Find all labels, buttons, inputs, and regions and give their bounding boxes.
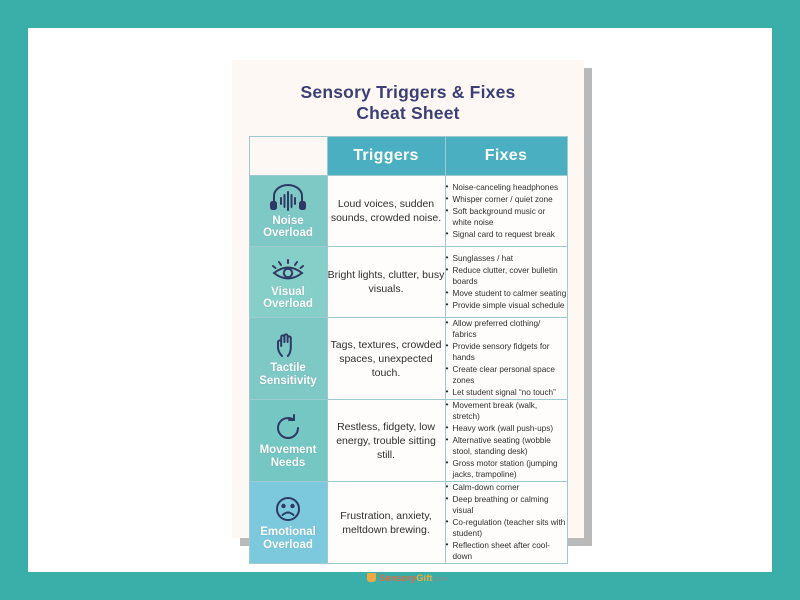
frame-border-right <box>772 0 800 600</box>
category-label: Tactile Sensitivity <box>259 362 317 387</box>
brand-logo <box>248 572 568 583</box>
category-label: Movement Needs <box>259 444 317 469</box>
table-row <box>249 318 567 400</box>
trigger-cell: Loud voices, sudden sounds, crowded noise. <box>327 176 445 247</box>
category-cell-noise-overload <box>249 176 327 247</box>
fixes-cell <box>445 247 567 318</box>
fixes-cell <box>445 176 567 247</box>
fix-item: • Calm-down corner <box>446 482 567 493</box>
trigger-cell: Tags, textures, crowded spaces, unexpected touch. <box>327 318 445 400</box>
category-label: Noise Overload <box>263 214 313 239</box>
fix-item: • Whisper corner / quiet zone <box>446 194 567 205</box>
fix-item: • Deep breathing or calming visual <box>446 494 567 516</box>
fixes-cell <box>445 482 567 564</box>
fix-item: • Reflection sheet after cool-down <box>446 540 567 562</box>
frame-border-left <box>0 0 28 600</box>
refresh-arrow-icon <box>250 412 327 442</box>
brand-name-part-1: Sensory <box>379 573 417 583</box>
fixes-cell <box>445 400 567 482</box>
fix-item: • Co-regulation (teacher sits with student) <box>446 517 567 539</box>
fix-item: • Create clear personal space zones <box>446 364 567 386</box>
brand-name-part-2: Gift <box>416 573 433 583</box>
table-row <box>249 482 567 564</box>
fix-item: • Gross motor station (jumping jacks, trampoline) <box>446 458 567 480</box>
headphones-icon <box>250 183 327 213</box>
fix-item: • Allow preferred clothing/ fabrics <box>446 318 567 340</box>
fix-item: • Alternative seating (wobble stool, standing desk) <box>446 435 567 457</box>
eye-icon <box>250 254 327 284</box>
page-title-line-2: Cheat Sheet <box>356 103 460 123</box>
fix-item: • Signal card to request break <box>446 229 567 240</box>
poster-card <box>232 60 584 583</box>
table-header-row <box>249 137 567 176</box>
category-cell-visual-overload <box>249 247 327 318</box>
cheat-sheet-table <box>249 136 568 564</box>
category-cell-emotional-overload <box>249 482 327 564</box>
table-row <box>249 176 567 247</box>
page-title <box>248 82 568 124</box>
fix-item: • Movement break (walk, stretch) <box>446 400 567 422</box>
fix-item: • Soft background music or white noise <box>446 206 567 228</box>
category-label: Visual Overload <box>263 285 313 310</box>
fix-item: • Heavy work (wall push-ups) <box>446 423 567 434</box>
fix-item: • Provide sensory fidgets for hands <box>446 341 567 363</box>
hand-icon <box>250 330 327 360</box>
fix-item: • Let student signal “no touch” <box>446 387 567 398</box>
fix-item: • Provide simple visual schedule <box>446 300 567 311</box>
brand-name-domain: .com <box>432 576 449 583</box>
table-header-triggers: Triggers <box>327 137 445 176</box>
fix-item: • Sunglasses / hat <box>446 253 567 264</box>
table-header-blank <box>249 137 327 176</box>
trigger-cell: Frustration, anxiety, meltdown brewing. <box>327 482 445 564</box>
fix-item: • Noise-canceling headphones <box>446 182 567 193</box>
trigger-cell: Restless, fidgety, low energy, trouble sitting still. <box>327 400 445 482</box>
basket-icon <box>367 573 376 582</box>
table-row <box>249 400 567 482</box>
category-label: Emotional Overload <box>260 526 316 551</box>
trigger-cell: Bright lights, clutter, busy visuals. <box>327 247 445 318</box>
fix-item: • Move student to calmer seating <box>446 288 567 299</box>
fix-item: • Reduce clutter, cover bulletin boards <box>446 265 567 287</box>
sad-face-icon <box>250 494 327 524</box>
table-row <box>249 247 567 318</box>
category-cell-movement-needs <box>249 400 327 482</box>
fixes-cell <box>445 318 567 400</box>
table-header-fixes: Fixes <box>445 137 567 176</box>
category-cell-tactile-sensitivity <box>249 318 327 400</box>
page-title-line-1: Sensory Triggers & Fixes <box>300 82 516 102</box>
frame-border-top <box>0 0 800 28</box>
